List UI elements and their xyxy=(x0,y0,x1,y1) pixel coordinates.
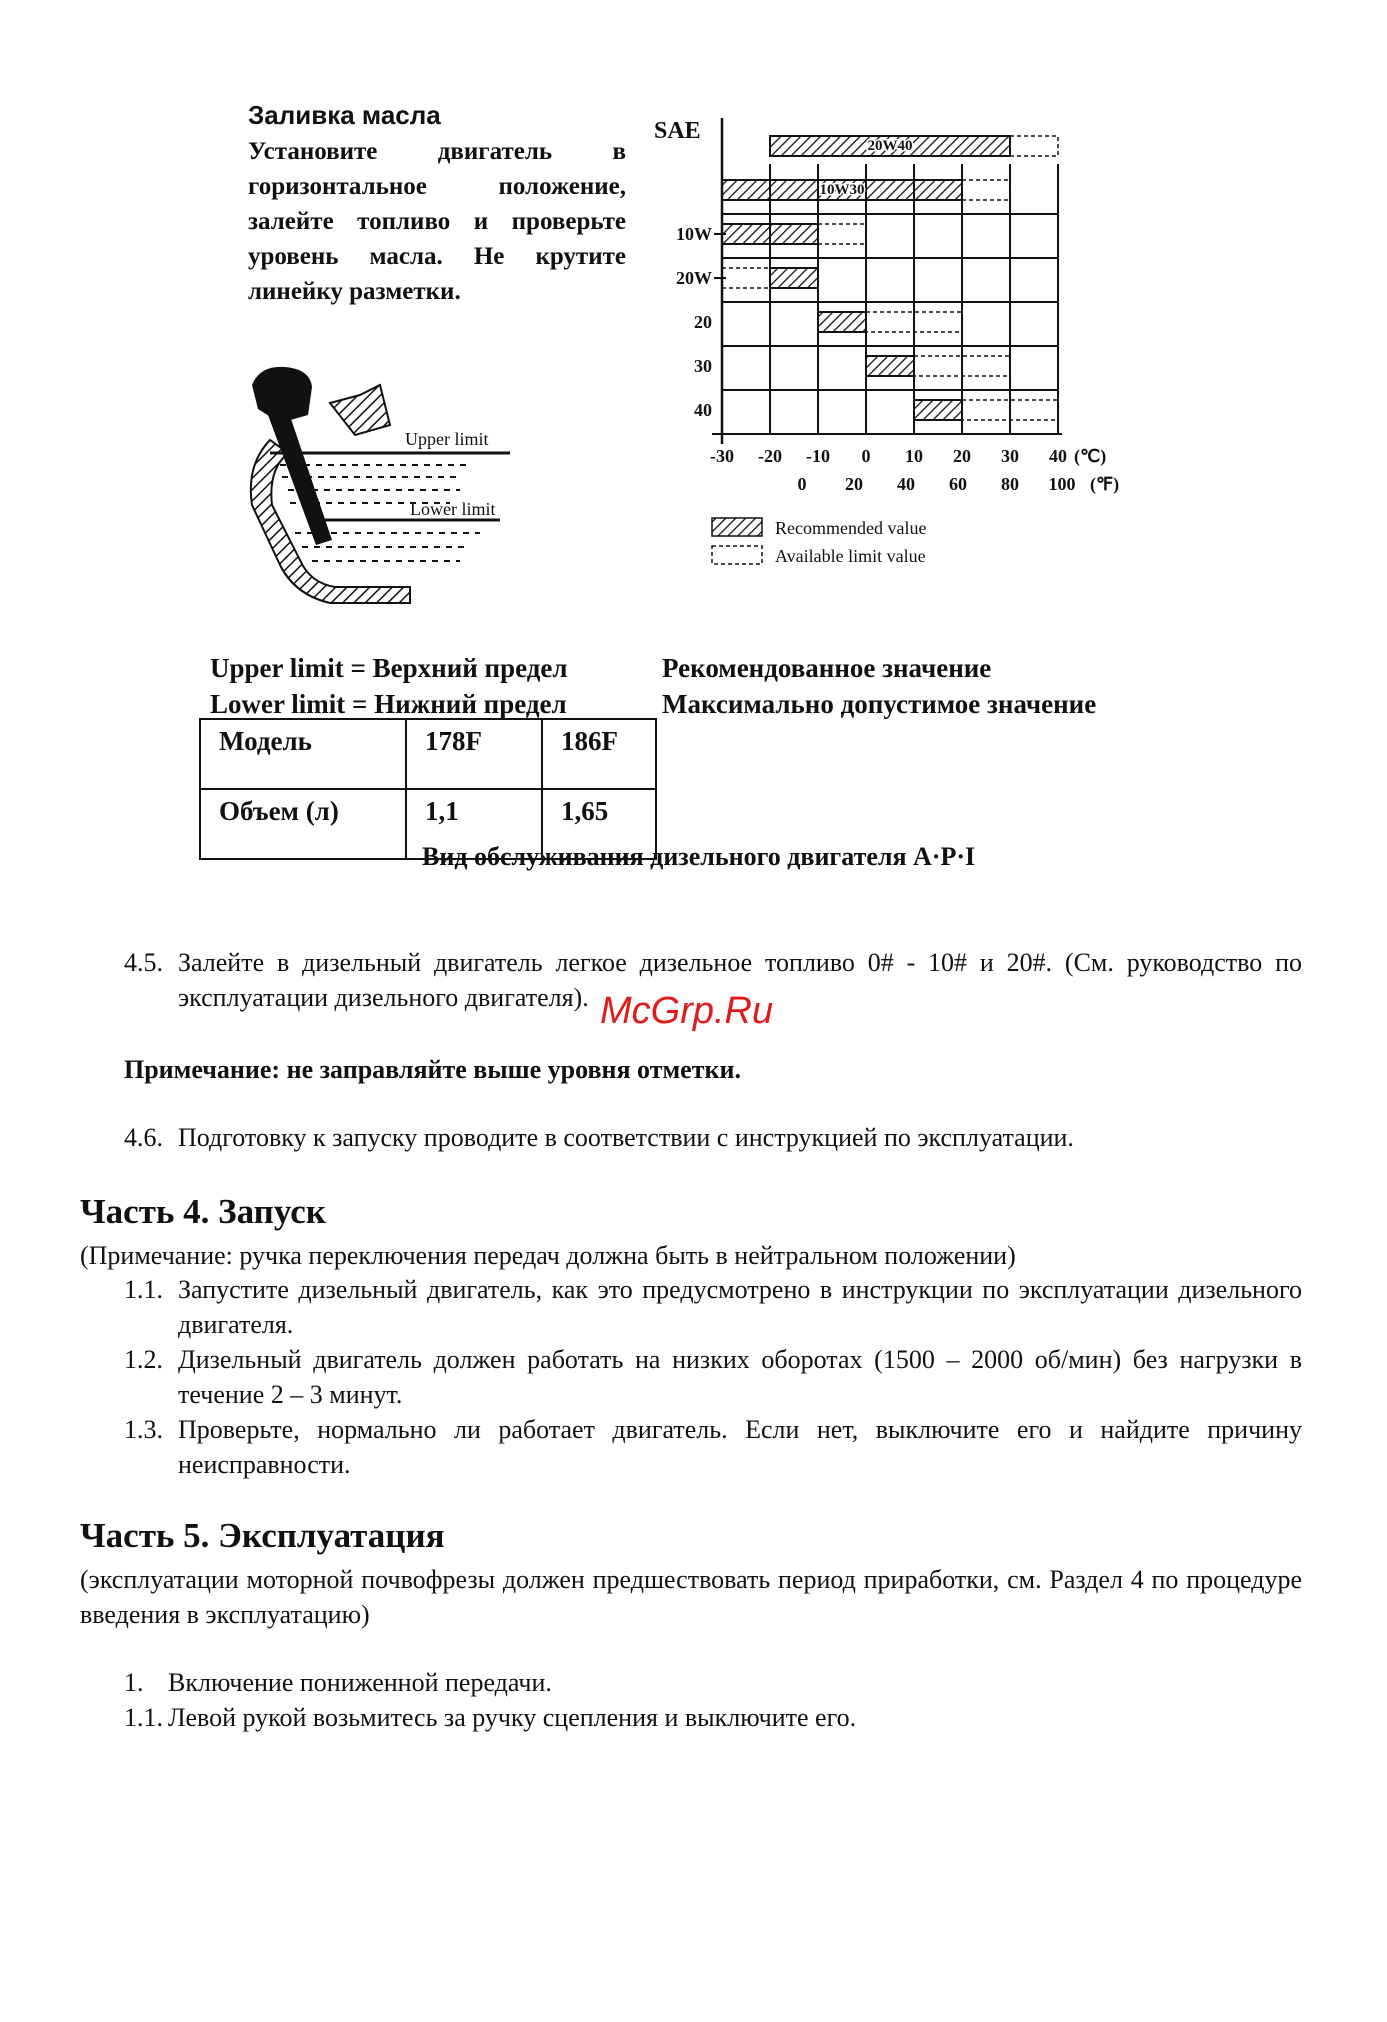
part4-item xyxy=(124,1342,1302,1412)
x-tick-celsius: 40 xyxy=(1049,446,1067,466)
category-label: 10W xyxy=(676,224,712,244)
table-cell: Объем (л) xyxy=(200,789,406,859)
available-bar-10W30 xyxy=(962,180,1010,200)
recommended-bar-20W xyxy=(770,268,818,288)
x-tick-fahrenheit: 60 xyxy=(949,474,967,494)
table-cell: 186F xyxy=(542,719,656,789)
item-text: Залейте в дизельный двигатель легкое дизельное топливо 0# - 10# и 20#. (См. руководство по эксплуатации дизельного двигателя). xyxy=(178,948,1302,1012)
part4-heading: Часть 4. Запуск xyxy=(80,1192,326,1231)
x-tick-celsius: 0 xyxy=(861,446,871,466)
part4-item xyxy=(124,1412,1302,1482)
oil-volume-table xyxy=(199,718,657,860)
chart-title: SAE xyxy=(654,118,701,144)
item-text: Проверьте, нормально ли работает двигатель. Если нет, выключите его и найдите причину неисправности. xyxy=(178,1415,1302,1479)
part5-item xyxy=(124,1700,1302,1735)
category-label: 40 xyxy=(694,400,712,420)
part5-item xyxy=(124,1665,1302,1700)
x-tick-fahrenheit: 100 xyxy=(1048,474,1076,494)
item-number: 1. xyxy=(124,1668,144,1697)
part4-note: (Примечание: ручка переключения передач должна быть в нейтральном положении) xyxy=(80,1241,1016,1270)
category-label: 20 xyxy=(694,312,712,332)
category-label: 20W40 xyxy=(867,138,913,154)
item-text: Подготовку к запуску проводите в соответствии с инструкцией по эксплуатации. xyxy=(178,1123,1074,1152)
x-tick-celsius: -10 xyxy=(806,446,830,466)
table-cell: Модель xyxy=(200,719,406,789)
table-row xyxy=(200,719,656,789)
recommended-bar-20 xyxy=(818,312,866,332)
oil-fill-title: Заливка масла xyxy=(248,100,441,130)
watermark: McGrp.Ru xyxy=(600,990,774,1032)
item-number: 1.1. xyxy=(124,1703,163,1732)
api-caption: Вид обслуживания дизельного двигателя A·P·I xyxy=(422,842,976,871)
item-number: 1.3. xyxy=(124,1415,163,1444)
x-unit-celsius: (℃) xyxy=(1074,446,1107,466)
engine-oil-diagram xyxy=(240,365,530,615)
table-cell: 1,65 xyxy=(542,789,656,859)
part5-intro: (эксплуатации моторной почвофрезы должен предшествовать период приработки, см. Раздел 4 по процедуре введения в эксплуатацию) xyxy=(80,1565,1302,1629)
x-tick-celsius: 10 xyxy=(905,446,923,466)
upper-limit-translation: Upper limit = Верхний предел xyxy=(210,653,568,683)
legend-recommended-swatch xyxy=(712,518,762,536)
x-tick-fahrenheit: 20 xyxy=(845,474,863,494)
oil-fill-instructions: Установите двигатель в горизонтальное положение, залейте топливо и проверьте уровень масла. Не крутите линейку разметки. xyxy=(248,138,626,305)
lower-limit-label: Lower limit xyxy=(410,499,496,519)
legend-recommended-label: Recommended value xyxy=(775,518,927,538)
recommended-bar-10W xyxy=(722,224,818,244)
legend-available-label: Available limit value xyxy=(775,546,926,566)
lower-limit-translation: Lower limit = Нижний предел xyxy=(210,689,567,719)
item-number: 4.5. xyxy=(124,948,163,977)
x-tick-fahrenheit: 0 xyxy=(797,474,807,494)
x-tick-celsius: 20 xyxy=(953,446,971,466)
x-unit-fahrenheit: (℉) xyxy=(1090,474,1120,494)
legend-translation-left xyxy=(210,650,568,722)
part5-heading: Часть 5. Эксплуатация xyxy=(80,1516,445,1555)
item-text: Левой рукой возьмитесь за ручку сцепления и выключите его. xyxy=(168,1703,857,1732)
fill-note: Примечание: не заправляйте выше уровня отметки. xyxy=(124,1055,741,1084)
item-number: 4.6. xyxy=(124,1123,163,1152)
x-tick-celsius: 30 xyxy=(1001,446,1019,466)
recommended-bar-30 xyxy=(866,356,914,376)
x-tick-celsius: -30 xyxy=(710,446,734,466)
available-bar-20W xyxy=(722,268,770,288)
legend-available-swatch xyxy=(712,546,762,564)
x-tick-fahrenheit: 80 xyxy=(1001,474,1019,494)
x-tick-fahrenheit: 40 xyxy=(897,474,915,494)
recommended-translation: Рекомендованное значение xyxy=(662,653,992,683)
item-number: 1.1. xyxy=(124,1275,163,1304)
available-translation: Максимально допустимое значение xyxy=(662,689,1097,719)
item-number: 1.2. xyxy=(124,1345,163,1374)
item-text: Запустите дизельный двигатель, как это предусмотрено в инструкции по эксплуатации дизельного двигателя. xyxy=(178,1275,1302,1339)
sae-viscosity-chart xyxy=(650,108,1150,578)
upper-limit-label: Upper limit xyxy=(405,429,489,449)
item-text: Включение пониженной передачи. xyxy=(168,1668,552,1697)
part4-item xyxy=(124,1272,1302,1342)
category-label: 30 xyxy=(694,356,712,376)
item-4-6 xyxy=(124,1120,1302,1155)
available-bar-10W xyxy=(818,224,866,244)
recommended-bar-40 xyxy=(914,400,962,420)
category-label: 10W30 xyxy=(819,182,865,198)
x-tick-celsius: -20 xyxy=(758,446,782,466)
available-bar-20W40 xyxy=(1010,136,1058,156)
table-cell: 1,1 xyxy=(406,789,542,859)
item-text: Дизельный двигатель должен работать на низких оборотах (1500 – 2000 об/мин) без нагрузки в течение 2 – 3 минут. xyxy=(178,1345,1302,1409)
legend-translation-right xyxy=(662,650,1096,722)
category-label: 20W xyxy=(676,268,712,288)
table-cell: 178F xyxy=(406,719,542,789)
